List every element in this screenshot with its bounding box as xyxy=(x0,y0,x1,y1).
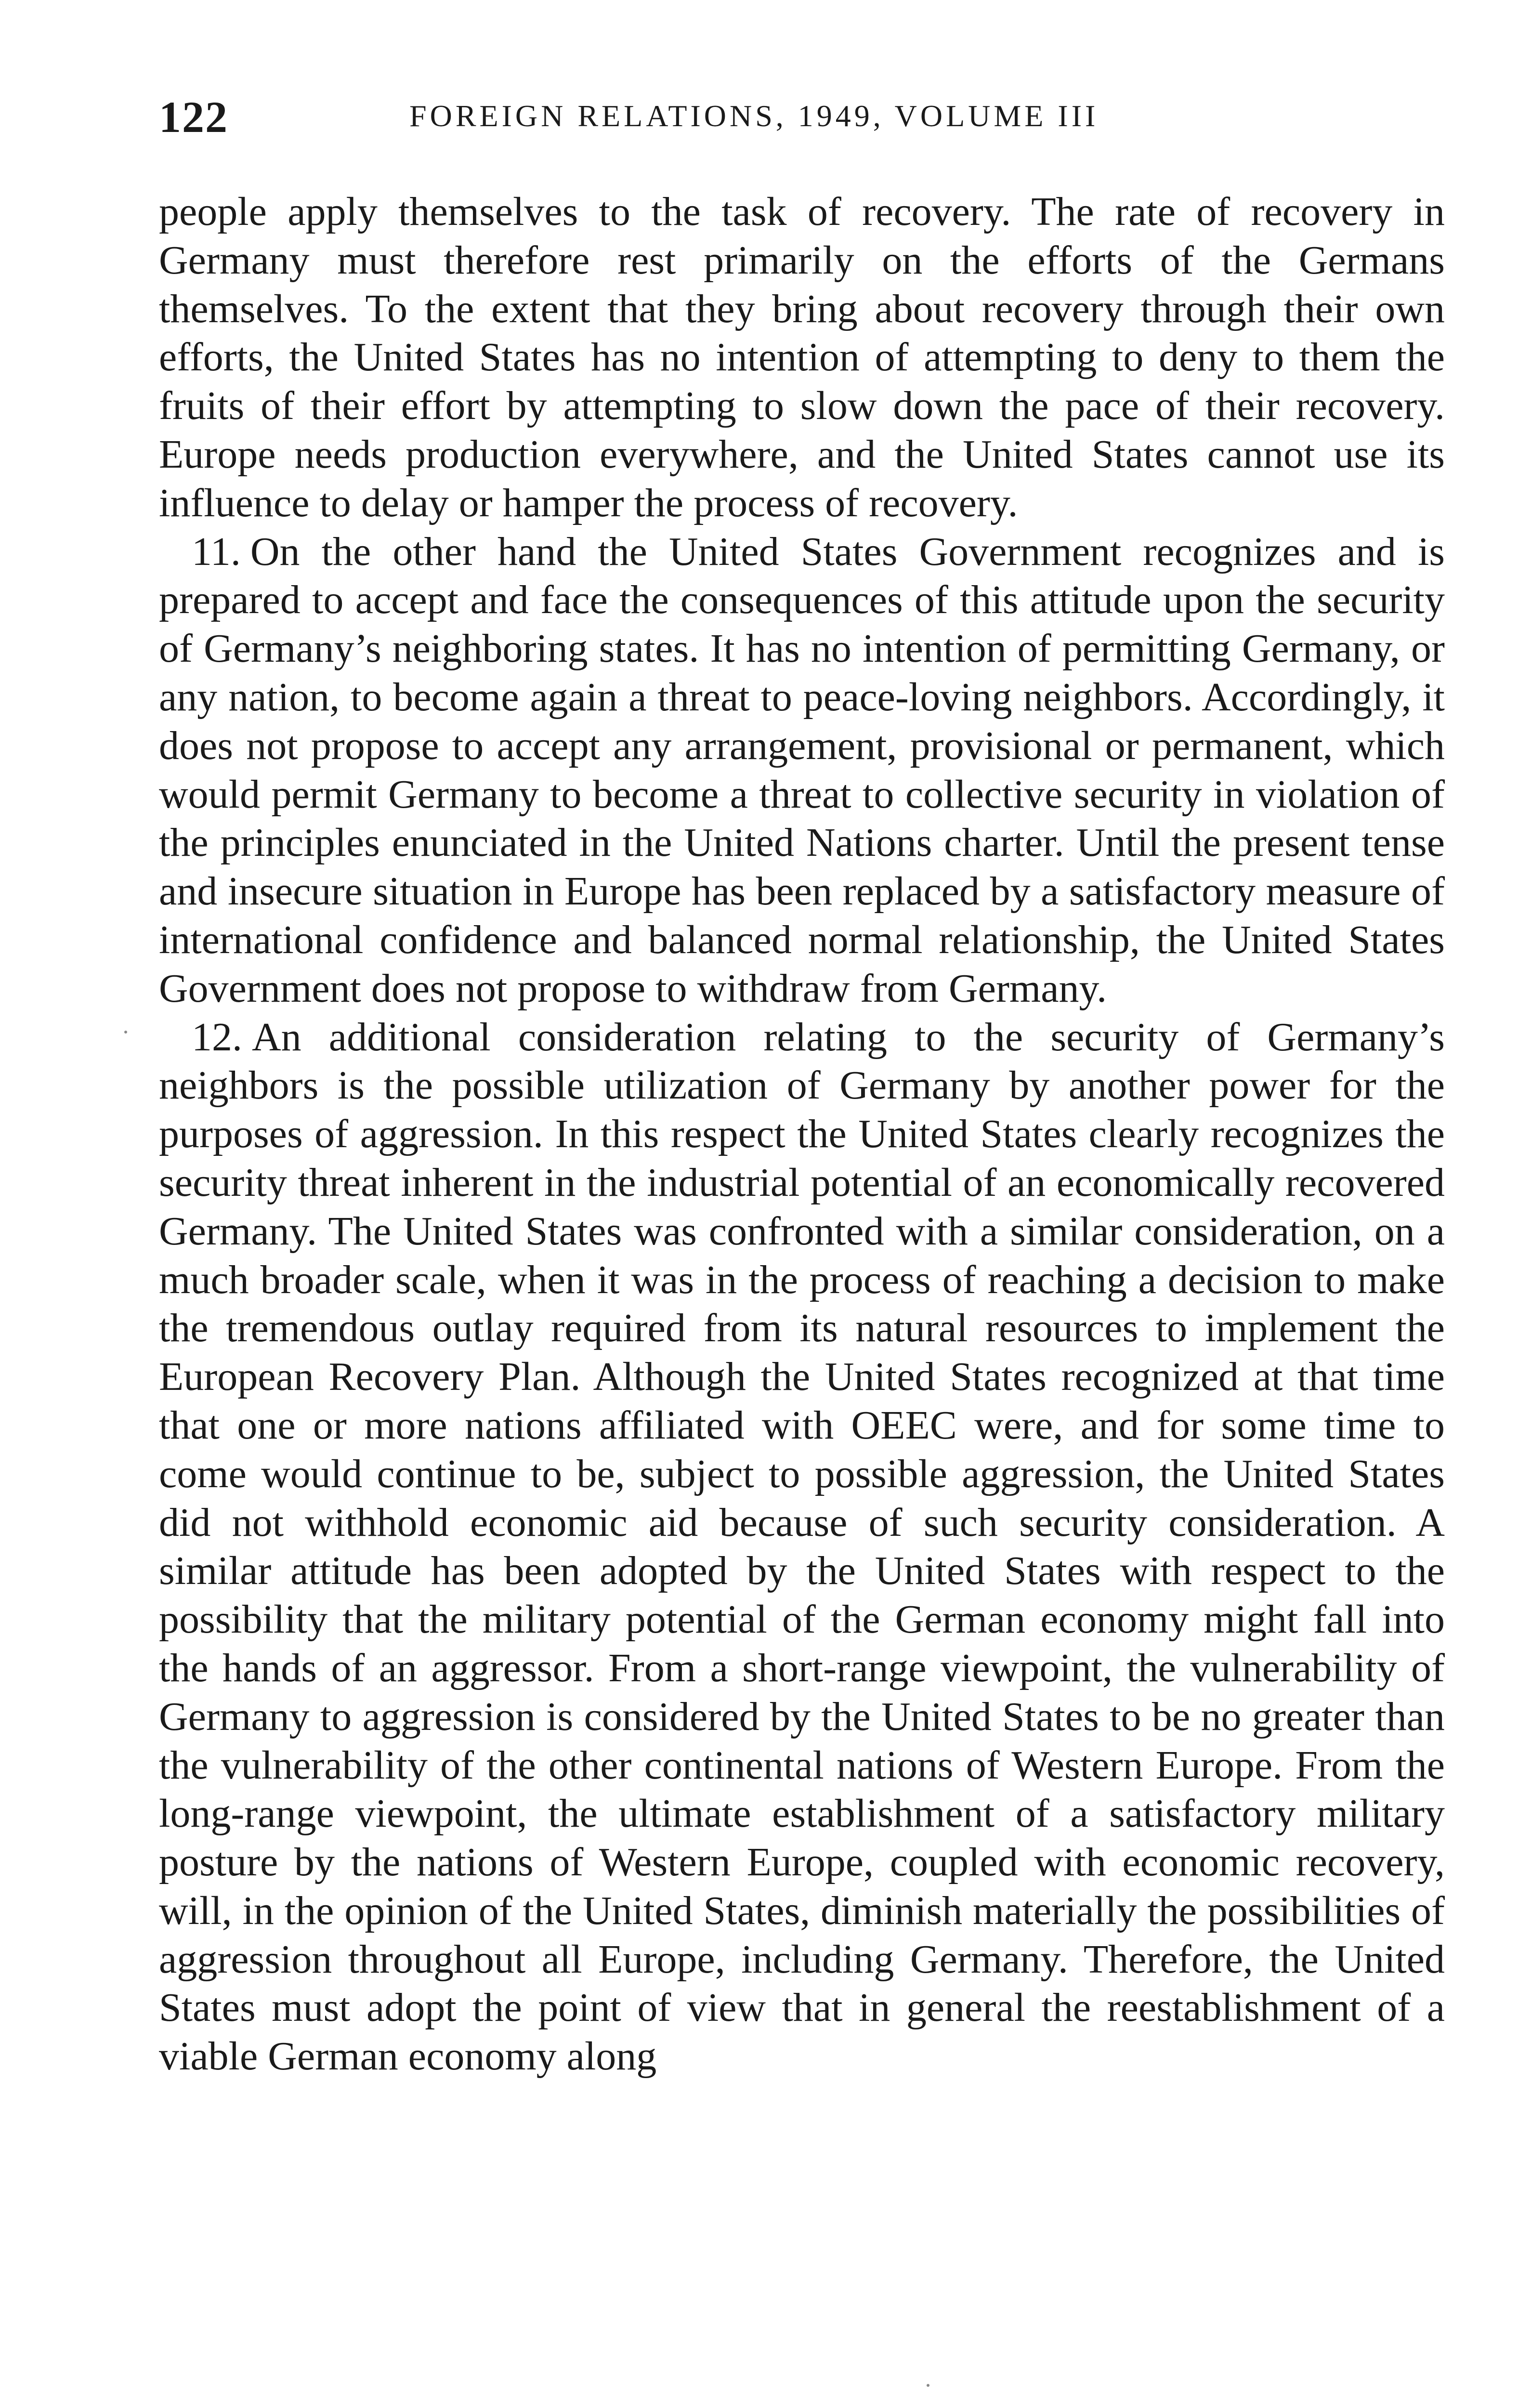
scan-speck xyxy=(124,1031,127,1034)
paragraph-text: On the other hand the United States Government recognizes and is prepared to accept and face the consequences of this attitude upon the security of Germany’s neighboring states. It has no intention of permitting Germany, or any nation, to become again a threat to peace-loving neighbors. Accordingly, it does not propose to accept any arrangement, provisional or permanent, which would permit Germany to become a threat to collective security in violation of the principles enunciated in the United Nations charter. Until the present tense and insecure situation in Europe has been replaced by a satisfactory measure of international confidence and balanced normal relationship, the United States Government does not propose to withdraw from Germany. xyxy=(159,529,1445,1011)
running-title: FOREIGN RELATIONS, 1949, VOLUME III xyxy=(409,99,1099,133)
scan-speck xyxy=(927,2384,929,2387)
page-number: 122 xyxy=(159,92,228,142)
paragraph-text: people apply themselves to the task of recovery. The rate of recovery in Germany must therefore rest primarily on the efforts of the Germans themselves. To the extent that they bring about recovery through their own efforts, the United States has no intention of attempting to deny to them the fruits of their effort by attempting to slow down the pace of their recovery. Europe needs production everywhere, and the United States cannot use its influence to delay or hamper the process of recovery. xyxy=(159,189,1445,525)
paragraph-number: 11. xyxy=(192,529,241,574)
paragraph-text: An additional consideration relating to the security of Germany’s neighbors is the possible utilization of Germany by another power for the purposes of aggression. In this respect the United States clearly recognizes the security threat inherent in the industrial potential of an economically recovered Germany. The United States was confronted with a similar consideration, on a much broader scale, when it was in the process of reaching a decision to make the tremendous outlay required from its natural resources to implement the European Recovery Plan. Although the United States recognized at that time that one or more nations affiliated with OEEC were, and for some time to come would continue to be, subject to possible aggression, the United States did not withhold economic aid because of such security consideration. A similar attitude has been adopted by the United States with respect to the possibility that the military potential of the German economy might fall into the hands of an aggressor. From a short-range viewpoint, the vulnerability of Germany to aggression is considered by the United States to be no greater than the vulnerability of the other continental nations of Western Europe. From the long-range viewpoint, the ultimate establishment of a satisfactory military posture by the nations of Western Europe, coupled with economic recovery, will, in the opinion of the United States, diminish materially the possibilities of aggression throughout all Europe, including Germany. Therefore, the United States must adopt the point of view that in general the reestablishment of a viable German economy along xyxy=(159,1014,1445,2079)
running-head xyxy=(159,77,1445,149)
document-page xyxy=(159,77,1445,2081)
paragraph-12 xyxy=(159,1013,1445,2081)
paragraph-continued xyxy=(159,188,1445,528)
body-text xyxy=(159,188,1445,2081)
paragraph-11 xyxy=(159,528,1445,1013)
paragraph-number: 12. xyxy=(192,1014,242,1060)
